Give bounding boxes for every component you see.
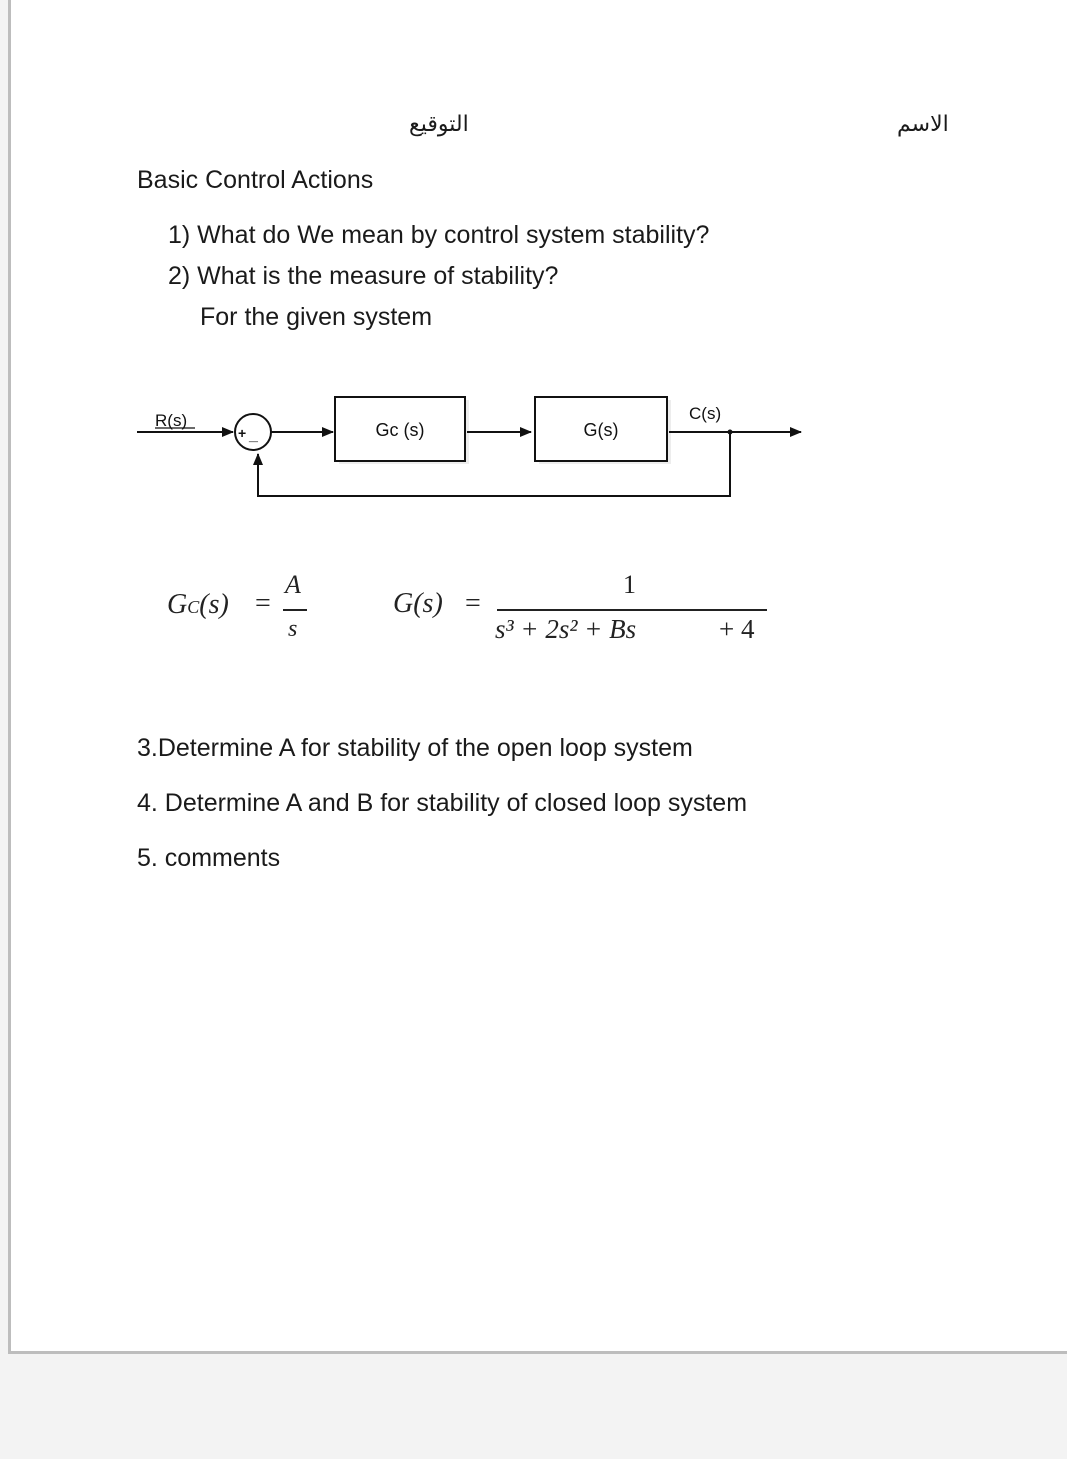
gc-subscript: C <box>187 597 200 617</box>
gc-numerator: A <box>285 570 301 599</box>
output-label: C(s) <box>689 404 722 423</box>
g-equation-lhs: G(s) <box>393 588 443 619</box>
g-numerator: 1 <box>623 570 636 599</box>
task-3: 3.Determine A for stability of the open loop system <box>137 734 693 762</box>
gc-argument: (s) <box>199 589 229 620</box>
g-denominator: s³ + 2s² + Bs <box>495 614 637 644</box>
given-system-text: For the given system <box>200 303 433 331</box>
gc-denominator: s <box>288 616 298 642</box>
task-4: 4. Determine A and B for stability of closed loop system <box>137 789 748 817</box>
document-page <box>8 0 1067 1354</box>
gc-block-label: Gc (s) <box>375 420 425 440</box>
sum-minus-sign: _ <box>249 427 258 444</box>
gc-equation-lhs <box>167 588 229 621</box>
sum-plus-sign: + <box>238 425 247 441</box>
question-2: 2) What is the measure of stability? <box>168 262 559 290</box>
block-diagram <box>129 390 819 510</box>
document-title: Basic Control Actions <box>137 166 374 194</box>
gc-equals: = <box>255 588 271 619</box>
question-1: 1) What do We mean by control system stability? <box>168 221 710 249</box>
g-block-label: G(s) <box>583 420 619 440</box>
gc-fraction-bar <box>283 609 307 611</box>
g-equals: = <box>465 588 481 619</box>
g-denominator-constant: + 4 <box>719 614 755 644</box>
task-5: 5. comments <box>137 844 281 872</box>
input-label: R(s) <box>155 411 188 430</box>
gc-symbol: G <box>167 589 188 620</box>
signature-label: التوقيع <box>409 112 469 137</box>
g-fraction-bar <box>497 609 767 611</box>
name-label: الاسم <box>897 112 949 137</box>
